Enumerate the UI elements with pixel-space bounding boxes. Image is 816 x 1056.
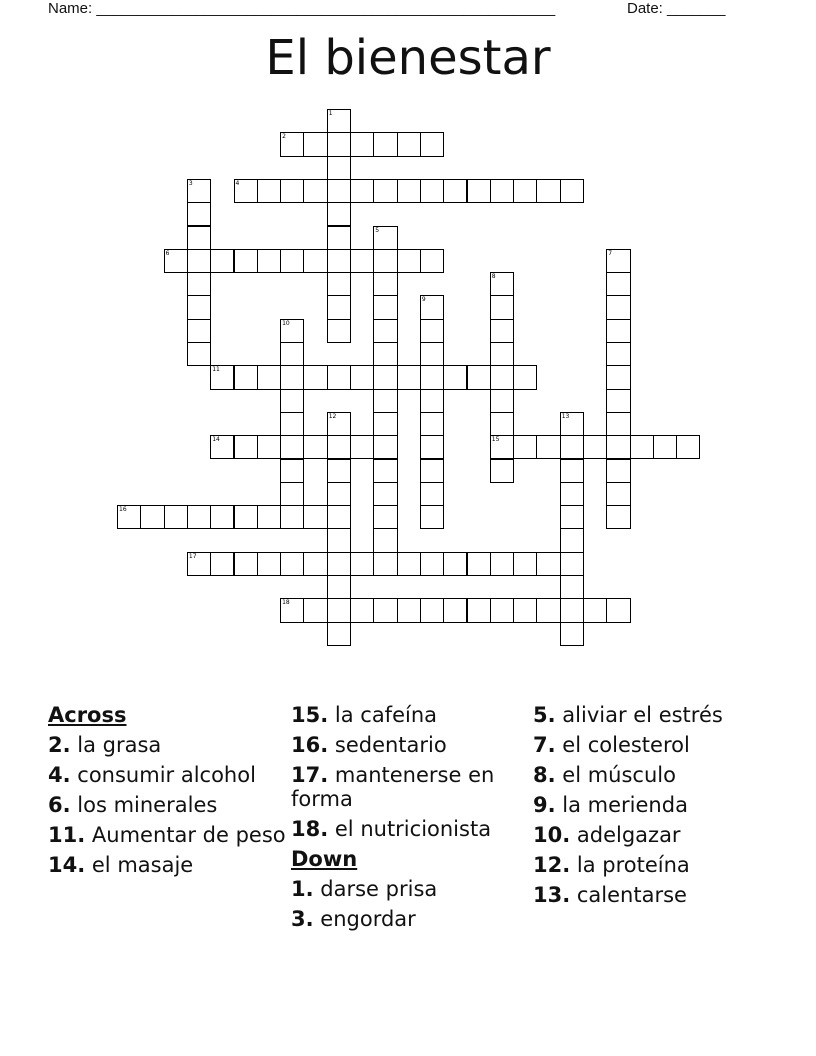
grid-cell[interactable]: [327, 598, 351, 622]
grid-cell[interactable]: [443, 365, 467, 389]
grid-cell[interactable]: [536, 179, 560, 203]
grid-cell[interactable]: [373, 552, 397, 576]
grid-cell[interactable]: [350, 249, 374, 273]
grid-cell[interactable]: [234, 249, 258, 273]
clue-down-8: 8. el músculo: [533, 763, 676, 787]
grid-cell[interactable]: [373, 435, 397, 459]
grid-cell[interactable]: [536, 598, 560, 622]
grid-cell[interactable]: [280, 389, 304, 413]
grid-cell[interactable]: [606, 295, 630, 319]
grid-cell[interactable]: [420, 132, 444, 156]
grid-cell[interactable]: [187, 342, 211, 366]
grid-cell[interactable]: [327, 459, 351, 483]
grid-cell[interactable]: [560, 622, 584, 646]
grid-cell[interactable]: [350, 435, 374, 459]
grid-cell[interactable]: [187, 319, 211, 343]
grid-cell[interactable]: [397, 598, 421, 622]
grid-cell[interactable]: [606, 505, 630, 529]
clue-down-9: 9. la merienda: [533, 793, 688, 817]
grid-cell[interactable]: [606, 598, 630, 622]
grid-cell[interactable]: [350, 365, 374, 389]
grid-cell[interactable]: [467, 598, 491, 622]
grid-cell[interactable]: [234, 365, 258, 389]
clue-number-8: 8: [491, 273, 496, 281]
grid-cell[interactable]: [420, 179, 444, 203]
clue-number-11: 11: [212, 366, 220, 374]
grid-cell[interactable]: [303, 132, 327, 156]
grid-cell[interactable]: [606, 482, 630, 506]
grid-cell[interactable]: [467, 179, 491, 203]
grid-cell[interactable]: [606, 319, 630, 343]
grid-cell[interactable]: [327, 365, 351, 389]
grid-cell[interactable]: [187, 295, 211, 319]
grid-cell[interactable]: [187, 272, 211, 296]
grid-cell[interactable]: [420, 249, 444, 273]
clue-number-17: 17: [188, 552, 197, 560]
grid-cell[interactable]: [280, 505, 304, 529]
grid-cell[interactable]: [327, 202, 351, 226]
grid-cell[interactable]: [420, 482, 444, 506]
grid-cell[interactable]: [373, 528, 397, 552]
clue-number-10: 10: [282, 319, 290, 327]
clue-across-17: 17. mantenerse en forma: [291, 763, 495, 811]
grid-cell[interactable]: [327, 272, 351, 296]
grid-cell[interactable]: [606, 389, 630, 413]
grid-cell[interactable]: [303, 435, 327, 459]
grid-cell[interactable]: [373, 598, 397, 622]
clue-across-18: 18. el nutricionista: [291, 817, 492, 841]
grid-cell[interactable]: [257, 552, 281, 576]
grid-cell[interactable]: [606, 272, 630, 296]
grid-cell[interactable]: [560, 179, 584, 203]
grid-cell[interactable]: [280, 459, 304, 483]
clues-column-2: [291, 703, 531, 937]
grid-cell[interactable]: [140, 505, 164, 529]
grid-cell[interactable]: [397, 552, 421, 576]
grid-cell[interactable]: [187, 505, 211, 529]
grid-cell[interactable]: [303, 179, 327, 203]
grid-cell[interactable]: [513, 552, 537, 576]
grid-cell[interactable]: [630, 435, 654, 459]
grid-cell[interactable]: [257, 435, 281, 459]
grid-cell[interactable]: [490, 598, 514, 622]
grid-cell[interactable]: [420, 342, 444, 366]
grid-cell[interactable]: [234, 552, 258, 576]
clue-number-12: 12: [328, 412, 337, 420]
clue-number-1: 1: [328, 110, 333, 117]
page-title: El bienestar: [265, 30, 551, 86]
clues-column-3: [533, 703, 773, 913]
clue-down-10: 10. adelgazar: [533, 823, 681, 847]
grid-cell[interactable]: [420, 412, 444, 436]
grid-cell[interactable]: [187, 202, 211, 226]
grid-cell[interactable]: [327, 249, 351, 273]
clue-number-4: 4: [235, 179, 240, 187]
clue-down-1: 1. darse prisa: [291, 877, 438, 901]
grid-cell[interactable]: [467, 552, 491, 576]
grid-cell[interactable]: [513, 598, 537, 622]
grid-cell[interactable]: [373, 272, 397, 296]
grid-cell[interactable]: [234, 435, 258, 459]
grid-cell[interactable]: [606, 459, 630, 483]
clue-across-6: 6. los minerales: [48, 793, 218, 817]
grid-cell[interactable]: [280, 249, 304, 273]
grid-cell[interactable]: [234, 505, 258, 529]
grid-cell[interactable]: [303, 598, 327, 622]
grid-cell[interactable]: [327, 505, 351, 529]
grid-cell[interactable]: [373, 249, 397, 273]
grid-cell[interactable]: [420, 459, 444, 483]
clue-down-12: 12. la proteína: [533, 853, 690, 877]
grid-cell[interactable]: [490, 295, 514, 319]
grid-cell[interactable]: [606, 412, 630, 436]
grid-cell[interactable]: [257, 365, 281, 389]
grid-cell[interactable]: [490, 552, 514, 576]
grid-cell[interactable]: [490, 412, 514, 436]
grid-cell[interactable]: [210, 249, 234, 273]
date-field[interactable]: Date: _______: [627, 0, 726, 17]
grid-cell[interactable]: [327, 575, 351, 599]
grid-cell[interactable]: [327, 622, 351, 646]
grid-cell[interactable]: [606, 435, 630, 459]
clue-number-14: 14: [212, 436, 220, 444]
down-heading: Down: [291, 847, 358, 871]
grid-cell[interactable]: [560, 552, 584, 576]
grid-cell[interactable]: [420, 552, 444, 576]
grid-cell[interactable]: [560, 482, 584, 506]
grid-cell[interactable]: [373, 459, 397, 483]
grid-cell[interactable]: [327, 482, 351, 506]
grid-cell[interactable]: [280, 435, 304, 459]
grid-cell[interactable]: [560, 575, 584, 599]
clue-down-7: 7. el colesterol: [533, 733, 690, 757]
grid-cell[interactable]: [280, 552, 304, 576]
grid-cell[interactable]: [513, 365, 537, 389]
grid-cell[interactable]: [187, 226, 211, 250]
grid-cell[interactable]: [373, 319, 397, 343]
grid-cell[interactable]: [327, 156, 351, 180]
grid-cell[interactable]: [420, 435, 444, 459]
clue-down-13: 13. calentarse: [533, 883, 687, 907]
clue-across-16: 16. sedentario: [291, 733, 447, 757]
clue-across-4: 4. consumir alcohol: [48, 763, 256, 787]
grid-cell[interactable]: [536, 435, 560, 459]
grid-cell[interactable]: [210, 552, 234, 576]
grid-cell[interactable]: [606, 342, 630, 366]
grid-cell[interactable]: [327, 319, 351, 343]
clue-down-3: 3. engordar: [291, 907, 416, 931]
grid-cell[interactable]: [420, 365, 444, 389]
grid-cell[interactable]: [420, 598, 444, 622]
clue-number-5: 5: [375, 226, 380, 234]
clue-across-15: 15. la cafeína: [291, 703, 438, 727]
clue-number-16: 16: [119, 506, 127, 514]
grid-cell[interactable]: [490, 319, 514, 343]
grid-cell[interactable]: [397, 249, 421, 273]
grid-cell[interactable]: [560, 505, 584, 529]
grid-cell[interactable]: [443, 598, 467, 622]
grid-cell[interactable]: [280, 365, 304, 389]
grid-cell[interactable]: [257, 249, 281, 273]
grid-cell[interactable]: [280, 412, 304, 436]
grid-cell[interactable]: [490, 389, 514, 413]
grid-cell[interactable]: [373, 412, 397, 436]
grid-cell[interactable]: [397, 365, 421, 389]
grid-cell[interactable]: [606, 365, 630, 389]
grid-cell[interactable]: [210, 505, 234, 529]
clue-across-2: 2. la grasa: [48, 733, 162, 757]
clue-number-15: 15: [491, 436, 500, 444]
grid-cell[interactable]: [303, 505, 327, 529]
grid-cell[interactable]: [420, 505, 444, 529]
clue-across-11: 11. Aumentar de peso: [48, 823, 286, 847]
clue-number-3: 3: [188, 179, 193, 187]
grid-cell[interactable]: [373, 482, 397, 506]
clues-column-1: [48, 703, 288, 883]
grid-cell[interactable]: [327, 226, 351, 250]
grid-cell[interactable]: [513, 435, 537, 459]
grid-cell[interactable]: [257, 505, 281, 529]
grid-cell[interactable]: [583, 435, 607, 459]
clue-number-2: 2: [282, 133, 286, 141]
grid-cell[interactable]: [560, 598, 584, 622]
grid-cell[interactable]: [327, 179, 351, 203]
grid-cell[interactable]: [560, 435, 584, 459]
grid-cell[interactable]: [303, 249, 327, 273]
grid-cell[interactable]: [280, 482, 304, 506]
grid-cell[interactable]: [280, 179, 304, 203]
clue-number-13: 13: [561, 412, 570, 420]
grid-cell[interactable]: [373, 295, 397, 319]
grid-cell[interactable]: [373, 132, 397, 156]
clue-down-5: 5. aliviar el estrés: [533, 703, 723, 727]
grid-cell[interactable]: [373, 365, 397, 389]
grid-cell[interactable]: [350, 552, 374, 576]
grid-cell[interactable]: [490, 365, 514, 389]
grid-cell[interactable]: [397, 132, 421, 156]
grid-cell[interactable]: [350, 132, 374, 156]
grid-cell[interactable]: [327, 528, 351, 552]
grid-cell[interactable]: [327, 295, 351, 319]
grid-cell[interactable]: [397, 179, 421, 203]
grid-cell[interactable]: [420, 319, 444, 343]
grid-cell[interactable]: [257, 179, 281, 203]
grid-cell[interactable]: [303, 552, 327, 576]
grid-cell[interactable]: [490, 342, 514, 366]
grid-cell[interactable]: [490, 459, 514, 483]
grid-cell[interactable]: [303, 365, 327, 389]
grid-cell[interactable]: [327, 435, 351, 459]
grid-cell[interactable]: [653, 435, 677, 459]
grid-cell[interactable]: [373, 389, 397, 413]
grid-cell[interactable]: [373, 342, 397, 366]
grid-cell[interactable]: [467, 365, 491, 389]
grid-cell[interactable]: [513, 179, 537, 203]
clue-number-6: 6: [165, 249, 170, 257]
grid-cell[interactable]: [280, 342, 304, 366]
grid-cell[interactable]: [560, 528, 584, 552]
grid-cell[interactable]: [676, 435, 700, 459]
clue-number-9: 9: [421, 296, 426, 304]
grid-cell[interactable]: [583, 598, 607, 622]
grid-cell[interactable]: [187, 249, 211, 273]
clue-number-7: 7: [608, 249, 613, 257]
grid-cell[interactable]: [327, 132, 351, 156]
clue-number-18: 18: [282, 599, 290, 607]
name-field[interactable]: Name: _______________________________________________________: [48, 0, 556, 17]
grid-cell[interactable]: [350, 179, 374, 203]
grid-cell[interactable]: [373, 505, 397, 529]
grid-cell[interactable]: [443, 179, 467, 203]
clue-across-14: 14. el masaje: [48, 853, 194, 877]
grid-cell[interactable]: [536, 552, 560, 576]
across-heading: Across: [48, 703, 127, 727]
grid-cell[interactable]: [443, 552, 467, 576]
grid-cell[interactable]: [327, 552, 351, 576]
grid-cell[interactable]: [350, 598, 374, 622]
grid-cell[interactable]: [490, 179, 514, 203]
grid-cell[interactable]: [420, 389, 444, 413]
grid-cell[interactable]: [560, 459, 584, 483]
grid-cell[interactable]: [164, 505, 188, 529]
grid-cell[interactable]: [373, 179, 397, 203]
